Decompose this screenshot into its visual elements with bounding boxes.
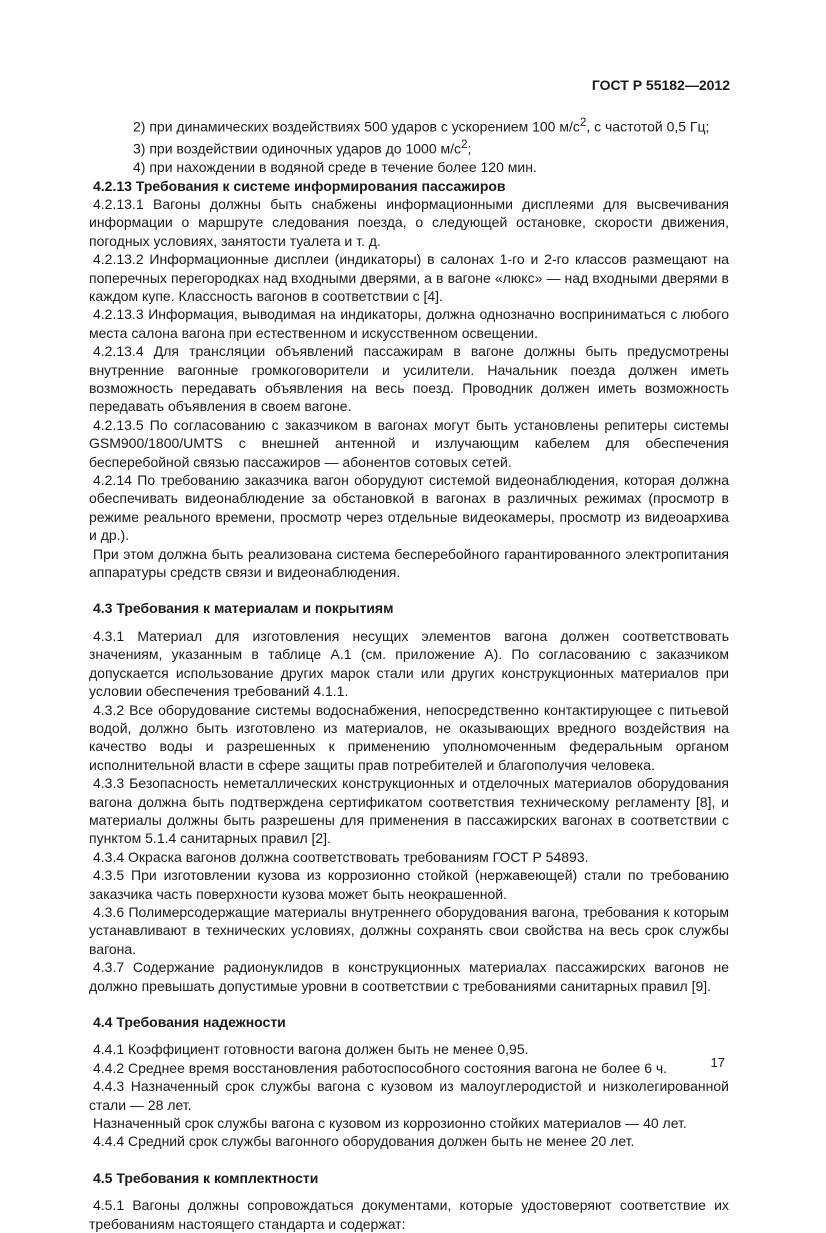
paragraph: 4.3.2 Все оборудование системы водоснабжения, непосредственно контактирующее с питьевой водой, должно быть изготовлено из материалов, не оказывающих вредного воздействия на качество воды и разрешенных к применению уполномоченным федеральным органом исполнительной власти в сфере защиты прав потребителей и благополучия человека.: [89, 701, 729, 773]
section-heading-4-5: 4.5 Требования к комплектности: [93, 1169, 319, 1186]
list-item: 3) при воздействии одиночных ударов до 1000 $м/с^2$;: [133, 138, 472, 157]
paragraph: 4.3.6 Полимерсодержащие материалы внутреннего оборудования вагона, требования к которым устанавливают в технических условиях, должны сохранять свои свойства на весь срок службы вагона.: [89, 903, 729, 957]
paragraph: 4.5.1 Вагоны должны сопровождаться документами, которые удостоверяют соответствие их требованиям настоящего стандарта и содержат:: [89, 1197, 729, 1232]
paragraph: 4.4.3 Назначенный срок службы вагона с кузовом из малоуглеродистой и низколегированной стали — 28 лет.: [89, 1078, 729, 1113]
paragraph: 4.4.4 Средний срок службы вагонного оборудования должен быть не менее 20 лет.: [93, 1133, 635, 1150]
paragraph: 4.4.2 Среднее время восстановления работоспособного состояния вагона не более 6 ч.: [93, 1059, 668, 1076]
paragraph: 4.2.13.4 Для трансляции объявлений пассажирам в вагоне должны быть предусмотрены внутренние вагонные громкоговорители и усилители. Начальник поезда должен иметь возможность передавать объявления на весь поезд. Проводник должен иметь возможность передавать объявления в своем вагоне.: [89, 343, 729, 415]
paragraph: 4.2.13.2 Информационные дисплеи (индикаторы) в салонах 1-го и 2-го классов размещают на поперечных перегородках над входными дверями, а в вагоне «люкс» — над входными дверями в каждом купе. Классность вагонов в соответствии с [4].: [89, 251, 729, 304]
paragraph: 4.3.3 Безопасность неметаллических конструкционных и отделочных материалов оборудования вагона должна быть подтверждена сертификатом соответствия техническому регламенту [8], и материалы должны быть разрешены для применения в пассажирских вагонах в соответствии с пунктом 5.1.4 санитарных правил [2].: [89, 775, 729, 847]
paragraph: 4.2.13.5 По согласованию с заказчиком в вагонах могут быть установлены репитеры системы GSM900/1800/UMTS с внешней антенной и излучающим кабелем для обеспечения бесперебойной связью пассажиров — абонентов сотовых сетей.: [89, 416, 729, 470]
paragraph: 4.3.1 Материал для изготовления несущих элементов вагона должен соответствовать значениям, указанным в таблице А.1 (см. приложение А). По согласованию с заказчиком допускается использование других марок стали или других конструкционных материалов при условии обеспечения требований 4.1.1.: [89, 627, 729, 700]
standard-designation: ГОСТ Р 55182—2012: [591, 77, 730, 93]
section-heading-4-2-13: 4.2.13 Требования к системе информирования пассажиров: [93, 177, 506, 194]
list-item: 2) при динамических воздействиях 500 ударов с ускорением 100 $м/с^2$, с частотой 0,5 Гц;: [133, 116, 710, 135]
paragraph: 4.3.7 Содержание радионуклидов в конструкционных материалах пассажирских вагонов не должно превышать допустимые уровни в соответствии с требованиями санитарных правил [9].: [89, 959, 729, 994]
page-number: 17: [710, 1055, 725, 1070]
paragraph: 4.4.1 Коэффициент готовности вагона должен быть не менее 0,95.: [93, 1041, 529, 1058]
paragraph: При этом должна быть реализована система бесперебойного гарантированного электропитания аппаратуры средств связи и видеонаблюдения.: [89, 545, 729, 581]
document-body: [89, 114, 729, 1233]
paragraph: 4.2.13.1 Вагоны должны быть снабжены информационными дисплеями для высвечивания информации о маршруте следования поезда, о следующей остановке, скорости движения, погодных условиях, занятости туалета и т. д.: [89, 195, 729, 249]
paragraph: 4.3.5 При изготовлении кузова из коррозионно стойкой (нержавеющей) стали по требованию заказчика часть поверхности кузова может быть неокрашенной.: [89, 867, 729, 902]
paragraph: 4.3.4 Окраска вагонов должна соответствовать требованиям ГОСТ Р 54893.: [93, 848, 589, 865]
paragraph: 4.2.13.3 Информация, выводимая на индикаторы, должна однозначно восприниматься с любого места салона вагона при естественном и искусственном освещении.: [89, 306, 729, 341]
list-item: 4) при нахождении в водяной среде в течение более 120 мин.: [133, 159, 537, 176]
paragraph: Назначенный срок службы вагона с кузовом из коррозионно стойких материалов — 40 лет.: [93, 1115, 687, 1132]
section-heading-4-4: 4.4 Требования надежности: [93, 1014, 286, 1030]
section-heading-4-3: 4.3 Требования к материалам и покрытиям: [93, 600, 394, 617]
paragraph: 4.2.14 По требованию заказчика вагон оборудуют системой видеонаблюдения, которая должна обеспечивать видеонаблюдение за обстановкой в вагонах в различных режимах (просмотр в режиме реального времени, просмотр через отдельные видеокамеры, просмотр из видеоархива и др.).: [89, 472, 729, 544]
